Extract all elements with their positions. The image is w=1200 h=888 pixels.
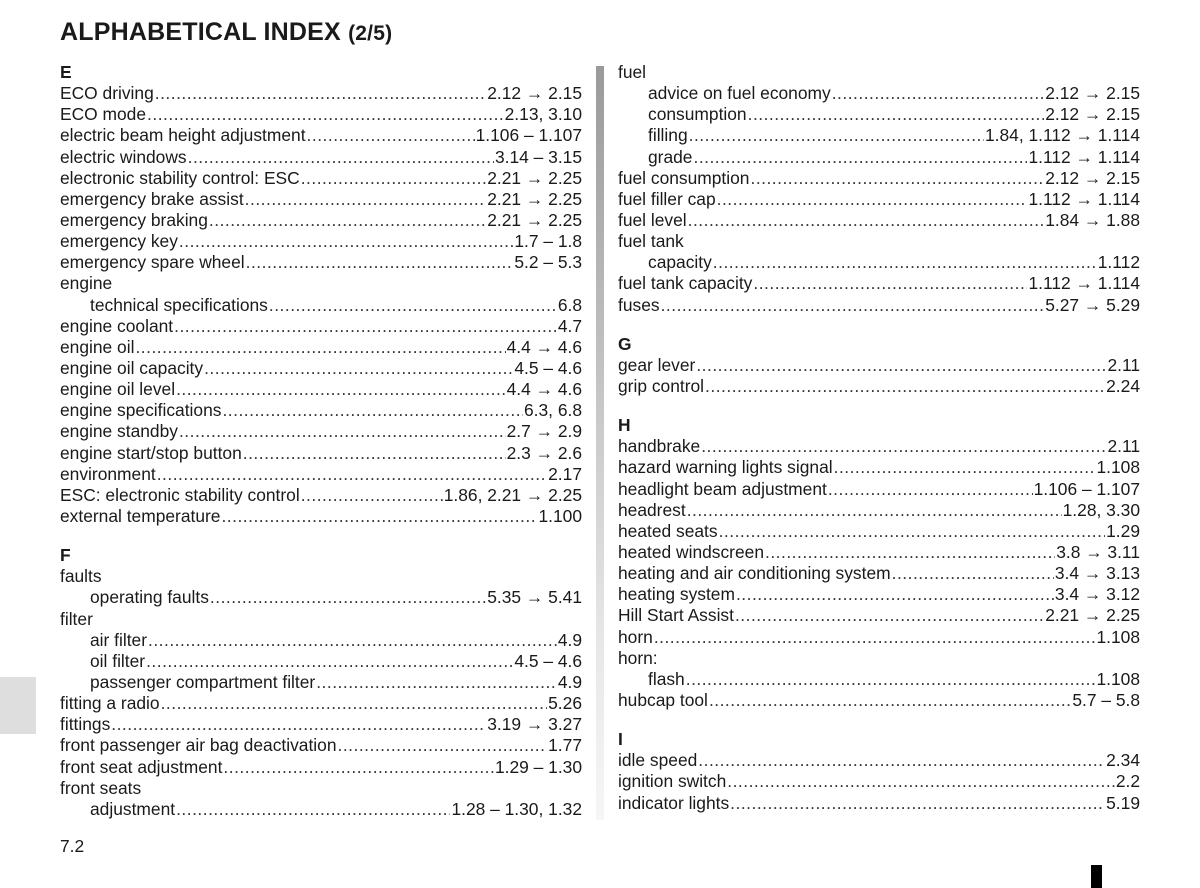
- index-term: engine: [60, 273, 113, 294]
- index-term: headrest: [618, 499, 686, 520]
- index-entry: [60, 168, 582, 189]
- page-reference: 2.17: [548, 463, 582, 484]
- index-term: G: [618, 333, 632, 354]
- dot-leader: [147, 104, 504, 125]
- index-subentry: [618, 669, 1140, 690]
- page-reference: 4.4 → 4.6: [506, 379, 582, 400]
- index-entry: [60, 252, 582, 273]
- dot-leader: [269, 295, 557, 316]
- index-term: E: [60, 62, 72, 82]
- index-entry: [618, 542, 1140, 563]
- index-term: electric beam height adjustment: [60, 125, 306, 146]
- index-section-letter: [60, 545, 582, 566]
- index-term: ECO driving: [60, 83, 154, 104]
- dot-leader: [717, 189, 1028, 210]
- page-reference: 2.34: [1106, 750, 1140, 771]
- page-reference: 6.8: [557, 294, 582, 315]
- page-reference: 1.106 – 1.107: [475, 125, 582, 146]
- index-subentry: [618, 104, 1140, 125]
- section-spacer: [618, 316, 1140, 334]
- index-term: indicator lights: [618, 792, 730, 813]
- index-term: engine standby: [60, 421, 178, 442]
- dot-leader: [705, 376, 1105, 397]
- column-divider: [596, 66, 604, 820]
- index-group-heading: [618, 648, 1140, 669]
- index-term: grip control: [618, 375, 705, 396]
- dot-leader: [338, 735, 548, 756]
- dot-leader: [753, 273, 1027, 294]
- dot-leader: [210, 587, 486, 608]
- index-term: emergency braking: [60, 209, 208, 230]
- index-group-heading: [60, 778, 582, 799]
- dot-leader: [301, 485, 443, 506]
- index-term: Hill Start Assist: [618, 605, 734, 626]
- dot-leader: [174, 316, 557, 337]
- index-term: handbrake: [618, 436, 701, 457]
- index-term: advice on fuel economy: [648, 83, 831, 104]
- dot-leader: [828, 479, 1033, 500]
- index-term: technical specifications: [90, 294, 268, 315]
- page-reference: 1.77: [548, 735, 582, 756]
- page-title-part: (2/5): [348, 22, 393, 45]
- dot-leader: [735, 605, 1044, 626]
- index-term: engine coolant: [60, 315, 174, 336]
- index-term: fuel filler cap: [618, 188, 716, 209]
- index-entry: [618, 436, 1140, 457]
- page-title: [60, 18, 392, 47]
- dot-leader: [693, 147, 1027, 168]
- page-reference: 4.7: [557, 315, 582, 336]
- page-reference: 1.112 → 1.114: [1028, 273, 1140, 294]
- dot-leader: [696, 355, 1106, 376]
- dot-leader: [111, 714, 486, 735]
- index-entry: [618, 627, 1140, 648]
- page-reference: 1.29: [1106, 520, 1140, 541]
- page-reference: 2.21 → 2.25: [487, 167, 582, 188]
- index-column-right: [618, 62, 1140, 814]
- index-entry: [60, 757, 582, 778]
- index-entry: [60, 125, 582, 146]
- index-entry: [60, 104, 582, 125]
- page-reference: 1.108: [1096, 668, 1140, 689]
- page-reference: 5.2 – 5.3: [514, 252, 582, 273]
- index-term: external temperature: [60, 505, 221, 526]
- index-entry: [618, 690, 1140, 711]
- index-entry: [618, 295, 1140, 316]
- dot-leader: [748, 104, 1045, 125]
- index-term: engine oil level: [60, 379, 176, 400]
- index-term: capacity: [648, 252, 712, 273]
- index-term: engine specifications: [60, 400, 222, 421]
- index-term: emergency brake assist: [60, 188, 244, 209]
- dot-leader: [148, 630, 557, 651]
- page-reference: 2.21 → 2.25: [487, 209, 582, 230]
- index-entry: [618, 563, 1140, 584]
- dot-leader: [221, 506, 537, 527]
- page-reference: 2.12 → 2.15: [487, 83, 582, 104]
- dot-leader: [709, 690, 1071, 711]
- index-entry: [60, 714, 582, 735]
- page-reference: 4.5 – 4.6: [514, 357, 582, 378]
- index-term: grade: [648, 146, 693, 167]
- index-term: fitting a radio: [60, 693, 160, 714]
- page-reference: 6.3, 6.8: [523, 400, 582, 421]
- dot-leader: [176, 799, 450, 820]
- chapter-tab-marker: [0, 677, 36, 734]
- index-entry: [60, 421, 582, 442]
- index-term: front seats: [60, 777, 142, 798]
- page-reference: 2.21 → 2.25: [1045, 605, 1140, 626]
- index-subentry: [60, 295, 582, 316]
- index-term: heating and air conditioning system: [618, 563, 891, 584]
- dot-leader: [834, 457, 1096, 478]
- dot-leader: [188, 147, 494, 168]
- dot-leader: [161, 693, 548, 714]
- page-reference: 1.106 – 1.107: [1033, 478, 1140, 499]
- dot-leader: [246, 252, 514, 273]
- index-entry: [60, 189, 582, 210]
- index-subentry: [60, 651, 582, 672]
- index-term: faults: [60, 566, 102, 587]
- index-entry: [60, 464, 582, 485]
- page-reference: 2.11: [1107, 354, 1140, 375]
- index-entry: [618, 376, 1140, 397]
- index-entry: [618, 168, 1140, 189]
- index-entry: [618, 479, 1140, 500]
- page-reference: 4.9: [557, 629, 582, 650]
- page-reference: 2.2: [1115, 771, 1140, 792]
- index-entry: [618, 584, 1140, 605]
- index-subentry: [618, 83, 1140, 104]
- dot-leader: [223, 757, 494, 778]
- page-reference: 1.108: [1096, 626, 1140, 647]
- page-reference: 5.19: [1106, 792, 1140, 813]
- dot-leader: [727, 771, 1115, 792]
- index-entry: [618, 457, 1140, 478]
- index-term: fuel: [618, 62, 647, 82]
- index-subentry: [60, 799, 582, 820]
- page-reference: 4.9: [557, 671, 582, 692]
- dot-leader: [698, 750, 1105, 771]
- page-reference: 2.12 → 2.15: [1045, 83, 1140, 104]
- index-entry: [60, 337, 582, 358]
- index-term: emergency key: [60, 231, 178, 252]
- dot-leader: [176, 379, 506, 400]
- index-group-heading: [618, 62, 1140, 83]
- page-reference: 1.28, 3.30: [1062, 499, 1140, 520]
- dot-leader: [713, 252, 1097, 273]
- page-reference: 4.5 – 4.6: [514, 650, 582, 671]
- index-term: engine start/stop button: [60, 442, 242, 463]
- page-reference: 1.112 → 1.114: [1028, 146, 1140, 167]
- page-reference: 2.24: [1106, 375, 1140, 396]
- index-term: hazard warning lights signal: [618, 457, 833, 478]
- index-term: front seat adjustment: [60, 756, 223, 777]
- index-entry: [618, 273, 1140, 294]
- index-entry: [618, 500, 1140, 521]
- section-spacer: [618, 397, 1140, 415]
- dot-leader: [222, 400, 523, 421]
- page-reference: 2.12 → 2.15: [1045, 167, 1140, 188]
- page-reference: 1.112: [1097, 252, 1140, 273]
- index-term: heated seats: [618, 520, 718, 541]
- dot-leader: [730, 793, 1105, 814]
- index-term: engine oil capacity: [60, 357, 204, 378]
- dot-leader: [719, 521, 1106, 542]
- index-term: heated windscreen: [618, 541, 764, 562]
- page-reference: 3.19 → 3.27: [487, 714, 582, 735]
- index-subentry: [618, 147, 1140, 168]
- index-term: filter: [60, 608, 93, 629]
- index-term: fuel level: [618, 209, 687, 230]
- index-subentry: [618, 125, 1140, 146]
- page-reference: 3.4 → 3.13: [1054, 563, 1140, 584]
- index-group-heading: [60, 609, 582, 630]
- index-term: operating faults: [90, 587, 209, 608]
- index-entry: [618, 355, 1140, 376]
- index-term: fuel consumption: [618, 167, 750, 188]
- index-term: fuel tank capacity: [618, 273, 753, 294]
- index-entry: [618, 521, 1140, 542]
- index-term: consumption: [648, 104, 747, 125]
- dot-leader: [179, 231, 513, 252]
- index-entry: [60, 231, 582, 252]
- index-group-heading: [618, 231, 1140, 252]
- index-entry: [60, 316, 582, 337]
- index-entry: [618, 793, 1140, 814]
- index-term: passenger compartment filter: [90, 671, 316, 692]
- dot-leader: [832, 83, 1045, 104]
- page-reference: 2.12 → 2.15: [1045, 104, 1140, 125]
- page-reference: 1.84 → 1.88: [1045, 209, 1140, 230]
- index-term: ECO mode: [60, 104, 147, 125]
- dot-leader: [765, 542, 1055, 563]
- index-term: fuses: [618, 294, 660, 315]
- index-group-heading: [60, 566, 582, 587]
- dot-leader: [687, 500, 1062, 521]
- page-reference: 4.4 → 4.6: [506, 336, 582, 357]
- dot-leader: [135, 337, 505, 358]
- index-term: front passenger air bag deactivation: [60, 735, 337, 756]
- index-entry: [60, 379, 582, 400]
- page-reference: 2.13, 3.10: [504, 104, 582, 125]
- index-term: electronic stability control: ESC: [60, 167, 300, 188]
- page-reference: 5.7 – 5.8: [1072, 689, 1140, 710]
- index-subentry: [60, 630, 582, 651]
- index-term: horn:: [618, 647, 658, 668]
- page-reference: 2.11: [1107, 436, 1140, 457]
- dot-leader: [316, 672, 557, 693]
- dot-leader: [892, 563, 1054, 584]
- index-term: I: [618, 729, 623, 750]
- index-entry: [60, 485, 582, 506]
- page-reference: 1.112 → 1.114: [1028, 188, 1140, 209]
- index-entry: [60, 735, 582, 756]
- index-group-heading: [60, 273, 582, 294]
- index-term: filling: [648, 125, 688, 146]
- dot-leader: [155, 83, 487, 104]
- dot-leader: [204, 358, 513, 379]
- index-term: ESC: electronic stability control: [60, 484, 300, 505]
- index-term: electric windows: [60, 146, 187, 167]
- index-entry: [60, 83, 582, 104]
- page-number: 7.2: [60, 836, 85, 856]
- section-spacer: [60, 527, 582, 545]
- page-reference: 2.3 → 2.6: [506, 442, 582, 463]
- page-reference: 5.27 → 5.29: [1045, 294, 1140, 315]
- dot-leader: [307, 125, 475, 146]
- index-term: headlight beam adjustment: [618, 478, 827, 499]
- index-subentry: [60, 672, 582, 693]
- index-term: engine oil: [60, 336, 135, 357]
- page-reference: 1.7 – 1.8: [514, 231, 582, 252]
- index-column-left: [60, 62, 582, 820]
- page-reference: 2.21 → 2.25: [487, 188, 582, 209]
- index-term: F: [60, 545, 71, 566]
- page-reference: 1.84, 1.112 → 1.114: [984, 125, 1140, 146]
- page-reference: 1.29 – 1.30: [494, 756, 582, 777]
- index-term: hubcap tool: [618, 689, 708, 710]
- page-title-main: ALPHABETICAL INDEX: [60, 18, 341, 46]
- page-reference: 1.86, 2.21 → 2.25: [443, 484, 582, 505]
- index-section-letter: [618, 334, 1140, 355]
- dot-leader: [245, 189, 487, 210]
- index-term: environment: [60, 463, 156, 484]
- index-term: fuel tank: [618, 231, 684, 252]
- dot-leader: [209, 210, 486, 231]
- dot-leader: [736, 584, 1054, 605]
- index-entry: [60, 693, 582, 714]
- dot-leader: [661, 295, 1045, 316]
- section-spacer: [618, 711, 1140, 729]
- index-term: emergency spare wheel: [60, 252, 245, 273]
- index-term: flash: [648, 668, 685, 689]
- index-section-letter: [618, 729, 1140, 750]
- dot-leader: [179, 421, 506, 442]
- page-reference: 2.7 → 2.9: [506, 421, 582, 442]
- dot-leader: [157, 464, 547, 485]
- page-reference: 3.4 → 3.12: [1054, 584, 1140, 605]
- index-term: idle speed: [618, 750, 698, 771]
- dot-leader: [146, 651, 513, 672]
- index-term: heating system: [618, 584, 735, 605]
- index-section-letter: [618, 415, 1140, 436]
- dot-leader: [750, 168, 1044, 189]
- page-reference: 3.8 → 3.11: [1056, 541, 1140, 562]
- page-reference: 1.108: [1096, 457, 1140, 478]
- index-entry: [60, 210, 582, 231]
- dot-leader: [654, 627, 1096, 648]
- dot-leader: [686, 669, 1096, 690]
- index-term: oil filter: [90, 650, 146, 671]
- index-entry: [618, 605, 1140, 626]
- index-section-letter: [60, 62, 582, 83]
- page-reference: 1.100: [538, 505, 582, 526]
- page-reference: 3.14 – 3.15: [494, 146, 582, 167]
- index-term: horn: [618, 626, 653, 647]
- index-term: ignition switch: [618, 771, 727, 792]
- index-entry: [60, 443, 582, 464]
- dot-leader: [688, 210, 1045, 231]
- index-entry: [618, 189, 1140, 210]
- index-entry: [618, 210, 1140, 231]
- index-entry: [60, 400, 582, 421]
- index-entry: [618, 771, 1140, 792]
- dot-leader: [301, 168, 487, 189]
- dot-leader: [689, 125, 984, 146]
- dot-leader: [701, 436, 1106, 457]
- index-entry: [60, 147, 582, 168]
- index-subentry: [618, 252, 1140, 273]
- index-entry: [60, 358, 582, 379]
- index-term: adjustment: [90, 798, 176, 819]
- index-subentry: [60, 587, 582, 608]
- index-term: air filter: [90, 629, 148, 650]
- index-term: H: [618, 415, 631, 436]
- index-entry: [618, 750, 1140, 771]
- index-term: fittings: [60, 714, 111, 735]
- page-reference: 5.35 → 5.41: [487, 587, 582, 608]
- page-reference: 1.28 – 1.30, 1.32: [451, 798, 582, 819]
- print-registration-mark: [1091, 865, 1102, 888]
- index-term: gear lever: [618, 354, 696, 375]
- page-reference: 5.26: [548, 693, 582, 714]
- dot-leader: [243, 443, 506, 464]
- index-entry: [60, 506, 582, 527]
